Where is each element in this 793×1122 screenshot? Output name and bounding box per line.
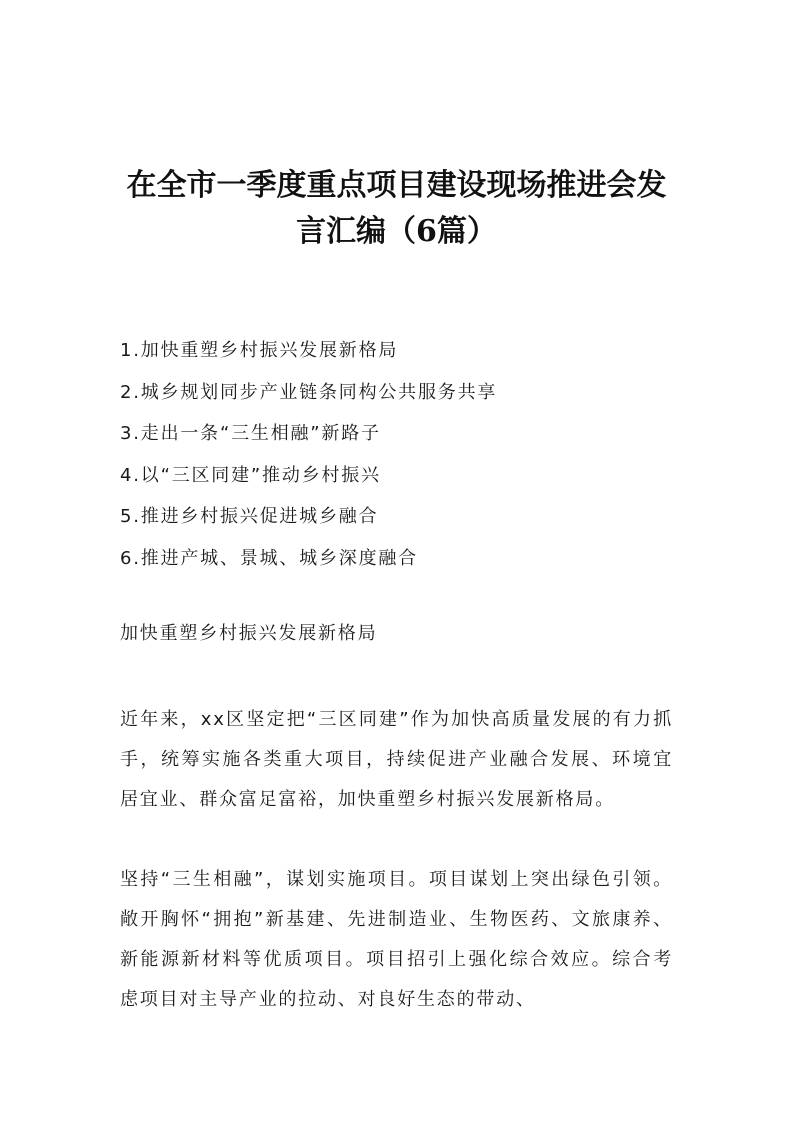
- toc-item: 1.加快重塑乡村振兴发展新格局: [120, 340, 399, 361]
- body-paragraph: 近年来，xx区坚定把“三区同建”作为加快高质量发展的有力抓手，统筹实施各类重大项目，持续促进产业融合发展、环境宜居宜业、群众富足富裕，加快重塑乡村振兴发展新格局。: [120, 709, 673, 810]
- body-paragraph: 坚持“三生相融”，谋划实施项目。项目谋划上突出绿色引领。敞开胸怀“拥抱”新基建、先进制造业、生物医药、文旅康养、新能源新材料等优质项目。项目招引上强化综合效应。综合考虑项目对主导产业的拉动、对良好生态的带动、: [120, 869, 673, 1010]
- toc-item: 4.以“三区同建”推动乡村振兴: [120, 464, 381, 486]
- toc-item: 6.推进产城、景城、城乡深度融合: [120, 547, 418, 569]
- document-title: 在全市一季度重点项目建设现场推进会发言汇编（6篇）: [126, 168, 667, 249]
- toc-item: 2.城乡规划同步产业链条同构公共服务共享: [120, 381, 498, 403]
- toc-item: 3.走出一条“三生相融”新路子: [120, 423, 381, 444]
- table-of-contents: [120, 330, 497, 579]
- toc-item: 5.推进乡村振兴促进城乡融合: [120, 506, 379, 527]
- section-heading: 加快重塑乡村振兴发展新格局: [120, 623, 378, 644]
